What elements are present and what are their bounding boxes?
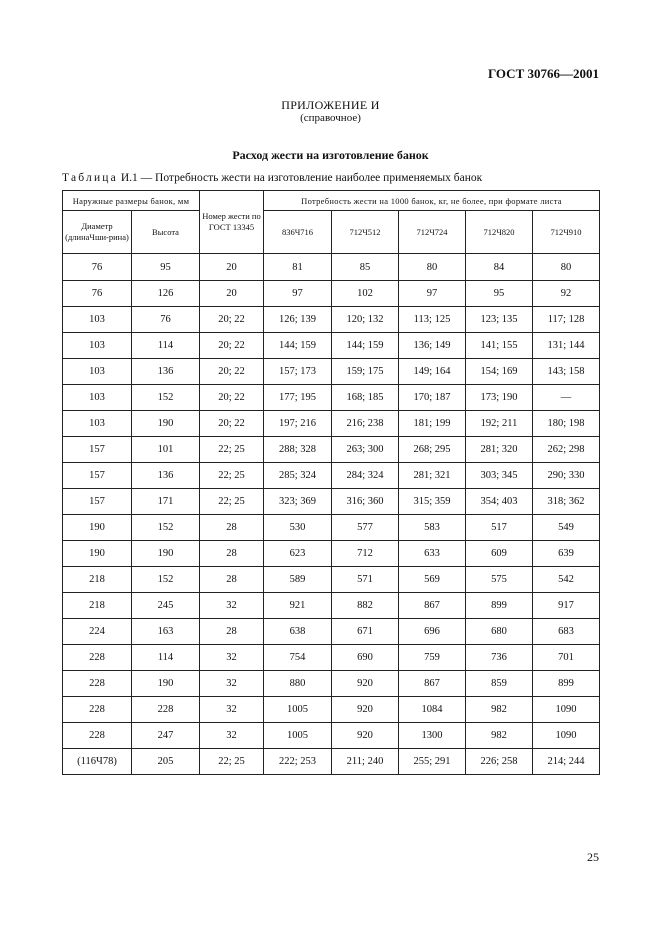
table-cell: 867 — [399, 671, 466, 697]
table-cell: 759 — [399, 645, 466, 671]
table-cell: 190 — [132, 411, 200, 437]
table-cell: 32 — [200, 593, 264, 619]
header-format-2: 712Ч512 — [332, 211, 399, 254]
table-row — [63, 723, 600, 749]
table-cell: 28 — [200, 515, 264, 541]
table-cell: 571 — [332, 567, 399, 593]
table-row — [63, 619, 600, 645]
page-number: 25 — [587, 850, 599, 864]
table-cell: 899 — [466, 593, 533, 619]
table-cell: 255; 291 — [399, 749, 466, 775]
table-cell: 97 — [399, 281, 466, 307]
table-row — [63, 411, 600, 437]
table-cell: 113; 125 — [399, 307, 466, 333]
table-cell: 683 — [533, 619, 600, 645]
table-cell: 103 — [63, 333, 132, 359]
table-cell: 117; 128 — [533, 307, 600, 333]
table-cell: 226; 258 — [466, 749, 533, 775]
table-cell: 609 — [466, 541, 533, 567]
caption-text: И.1 — Потребность жести на изготовление наиболее применяемых банок — [120, 172, 483, 184]
table-cell: 205 — [132, 749, 200, 775]
table-cell: 549 — [533, 515, 600, 541]
table-cell: 318; 362 — [533, 489, 600, 515]
table-cell: 623 — [264, 541, 332, 567]
table-cell: 157 — [63, 463, 132, 489]
table-cell: 315; 359 — [399, 489, 466, 515]
table-cell: 228 — [63, 645, 132, 671]
table-cell: 639 — [533, 541, 600, 567]
table-cell: 867 — [399, 593, 466, 619]
table-cell: 214; 244 — [533, 749, 600, 775]
table-cell: 323; 369 — [264, 489, 332, 515]
table-cell: 144; 159 — [264, 333, 332, 359]
table-cell: 126 — [132, 281, 200, 307]
table-row — [63, 671, 600, 697]
table-row — [63, 749, 600, 775]
table-cell: 530 — [264, 515, 332, 541]
table-body — [63, 254, 600, 775]
table-cell: 920 — [332, 723, 399, 749]
table-cell: 102 — [332, 281, 399, 307]
table-cell: 20 — [200, 281, 264, 307]
appendix-note: (справочное) — [300, 112, 361, 124]
table-cell: 32 — [200, 645, 264, 671]
header-diameter: Диаметр (длинаЧши-рина) — [63, 211, 132, 254]
table-cell: 190 — [132, 541, 200, 567]
table-cell: 281; 320 — [466, 437, 533, 463]
header-format-4: 712Ч820 — [466, 211, 533, 254]
table-cell: 149; 164 — [399, 359, 466, 385]
table-cell: 103 — [63, 359, 132, 385]
table-cell: 76 — [63, 281, 132, 307]
table-cell: 20; 22 — [200, 411, 264, 437]
table-cell: 32 — [200, 697, 264, 723]
table-cell: 263; 300 — [332, 437, 399, 463]
table-cell: 152 — [132, 567, 200, 593]
table-cell: (116Ч78) — [63, 749, 132, 775]
table-cell: 32 — [200, 671, 264, 697]
table-cell: 316; 360 — [332, 489, 399, 515]
table-cell: 1005 — [264, 697, 332, 723]
table-cell: 103 — [63, 385, 132, 411]
table-cell: 114 — [132, 645, 200, 671]
table-cell: 123; 135 — [466, 307, 533, 333]
table-row — [63, 281, 600, 307]
table-cell: 20; 22 — [200, 385, 264, 411]
table-cell: 216; 238 — [332, 411, 399, 437]
table-cell: 281; 321 — [399, 463, 466, 489]
table-cell: 228 — [63, 723, 132, 749]
table-cell: 680 — [466, 619, 533, 645]
table-cell: 103 — [63, 411, 132, 437]
table-cell: 92 — [533, 281, 600, 307]
table-cell: 245 — [132, 593, 200, 619]
table-cell: 143; 158 — [533, 359, 600, 385]
table-cell: 262; 298 — [533, 437, 600, 463]
table-cell: 28 — [200, 619, 264, 645]
table-cell: 163 — [132, 619, 200, 645]
table-cell: 224 — [63, 619, 132, 645]
table-cell: 126; 139 — [264, 307, 332, 333]
table-cell: 575 — [466, 567, 533, 593]
table-cell: 218 — [63, 567, 132, 593]
header-format-1: 836Ч716 — [264, 211, 332, 254]
table-cell: 1300 — [399, 723, 466, 749]
table-cell: 589 — [264, 567, 332, 593]
table-cell: 20; 22 — [200, 307, 264, 333]
table-cell: 859 — [466, 671, 533, 697]
table-row — [63, 489, 600, 515]
table-row — [63, 697, 600, 723]
table-cell: 517 — [466, 515, 533, 541]
table-cell: 736 — [466, 645, 533, 671]
table-cell: 152 — [132, 385, 200, 411]
table-cell: 354; 403 — [466, 489, 533, 515]
table-cell: 285; 324 — [264, 463, 332, 489]
table-cell: 190 — [63, 515, 132, 541]
table-cell: 228 — [63, 671, 132, 697]
table-cell: 22; 25 — [200, 463, 264, 489]
table-cell: 701 — [533, 645, 600, 671]
table-cell: 288; 328 — [264, 437, 332, 463]
appendix-title: ПРИЛОЖЕНИЕ И — [281, 98, 380, 112]
table-row — [63, 307, 600, 333]
header-height: Высота — [132, 211, 200, 254]
table-cell: 159; 175 — [332, 359, 399, 385]
table-row — [63, 515, 600, 541]
table-cell: — — [533, 385, 600, 411]
table-row — [63, 385, 600, 411]
table-cell: 696 — [399, 619, 466, 645]
table-cell: 170; 187 — [399, 385, 466, 411]
table-cell: 712 — [332, 541, 399, 567]
table-cell: 921 — [264, 593, 332, 619]
table-cell: 157 — [63, 437, 132, 463]
caption-label: Таблица — [62, 172, 118, 184]
table-cell: 22; 25 — [200, 749, 264, 775]
table-cell: 171 — [132, 489, 200, 515]
table-cell: 157; 173 — [264, 359, 332, 385]
table-cell: 284; 324 — [332, 463, 399, 489]
table-cell: 136; 149 — [399, 333, 466, 359]
table-cell: 569 — [399, 567, 466, 593]
table-cell: 917 — [533, 593, 600, 619]
table-cell: 181; 199 — [399, 411, 466, 437]
table-cell: 101 — [132, 437, 200, 463]
table-cell: 177; 195 — [264, 385, 332, 411]
table-cell: 28 — [200, 567, 264, 593]
header-need-group: Потребность жести на 1000 банок, кг, не более, при формате листа — [264, 191, 600, 211]
table-cell: 690 — [332, 645, 399, 671]
table-cell: 633 — [399, 541, 466, 567]
header-format-5: 712Ч910 — [533, 211, 600, 254]
table-cell: 920 — [332, 697, 399, 723]
table-cell: 982 — [466, 697, 533, 723]
table-cell: 303; 345 — [466, 463, 533, 489]
table-cell: 754 — [264, 645, 332, 671]
table-cell: 76 — [63, 254, 132, 281]
table-cell: 22; 25 — [200, 489, 264, 515]
table-cell: 154; 169 — [466, 359, 533, 385]
table-cell: 97 — [264, 281, 332, 307]
table-cell: 222; 253 — [264, 749, 332, 775]
table-cell: 85 — [332, 254, 399, 281]
table-cell: 638 — [264, 619, 332, 645]
table-cell: 103 — [63, 307, 132, 333]
table-cell: 136 — [132, 463, 200, 489]
table-cell: 577 — [332, 515, 399, 541]
table-cell: 81 — [264, 254, 332, 281]
table-cell: 152 — [132, 515, 200, 541]
header-format-3: 712Ч724 — [399, 211, 466, 254]
table-cell: 173; 190 — [466, 385, 533, 411]
table-cell: 190 — [63, 541, 132, 567]
table-cell: 899 — [533, 671, 600, 697]
table-cell: 920 — [332, 671, 399, 697]
table-cell: 28 — [200, 541, 264, 567]
table-cell: 228 — [63, 697, 132, 723]
table-cell: 1084 — [399, 697, 466, 723]
table-row — [63, 567, 600, 593]
table-cell: 131; 144 — [533, 333, 600, 359]
table-cell: 882 — [332, 593, 399, 619]
table-cell: 22; 25 — [200, 437, 264, 463]
table-cell: 84 — [466, 254, 533, 281]
table-cell: 192; 211 — [466, 411, 533, 437]
table-cell: 671 — [332, 619, 399, 645]
table-cell: 197; 216 — [264, 411, 332, 437]
table-cell: 190 — [132, 671, 200, 697]
table-cell: 982 — [466, 723, 533, 749]
table-cell: 247 — [132, 723, 200, 749]
table-row — [63, 254, 600, 281]
table-cell: 32 — [200, 723, 264, 749]
table-row — [63, 437, 600, 463]
table-cell: 20 — [200, 254, 264, 281]
consumption-table — [62, 190, 600, 775]
table-cell: 20; 22 — [200, 333, 264, 359]
table-cell: 1005 — [264, 723, 332, 749]
table-cell: 211; 240 — [332, 749, 399, 775]
table-caption — [62, 172, 482, 184]
table-cell: 141; 155 — [466, 333, 533, 359]
table-cell: 542 — [533, 567, 600, 593]
section-title: Расход жести на изготовление банок — [232, 148, 429, 162]
header-number: Номер жести по ГОСТ 13345 — [200, 191, 264, 254]
table-cell: 144; 159 — [332, 333, 399, 359]
table-cell: 1090 — [533, 697, 600, 723]
table-cell: 218 — [63, 593, 132, 619]
table-cell: 228 — [132, 697, 200, 723]
table-cell: 76 — [132, 307, 200, 333]
table-cell: 95 — [466, 281, 533, 307]
table-cell: 80 — [399, 254, 466, 281]
table-cell: 1090 — [533, 723, 600, 749]
table-cell: 168; 185 — [332, 385, 399, 411]
table-cell: 157 — [63, 489, 132, 515]
table-row — [63, 593, 600, 619]
table-cell: 20; 22 — [200, 359, 264, 385]
table-row — [63, 541, 600, 567]
table-row — [63, 333, 600, 359]
table-cell: 120; 132 — [332, 307, 399, 333]
table-row — [63, 645, 600, 671]
table-cell: 114 — [132, 333, 200, 359]
table-cell: 95 — [132, 254, 200, 281]
table-row — [63, 359, 600, 385]
table-cell: 290; 330 — [533, 463, 600, 489]
table-cell: 583 — [399, 515, 466, 541]
table-cell: 268; 295 — [399, 437, 466, 463]
table-cell: 80 — [533, 254, 600, 281]
document-code: ГОСТ 30766—2001 — [487, 66, 599, 81]
table-cell: 180; 198 — [533, 411, 600, 437]
header-sizes-group: Наружные размеры банок, мм — [63, 191, 200, 211]
table-cell: 880 — [264, 671, 332, 697]
table-row — [63, 463, 600, 489]
table-cell: 136 — [132, 359, 200, 385]
